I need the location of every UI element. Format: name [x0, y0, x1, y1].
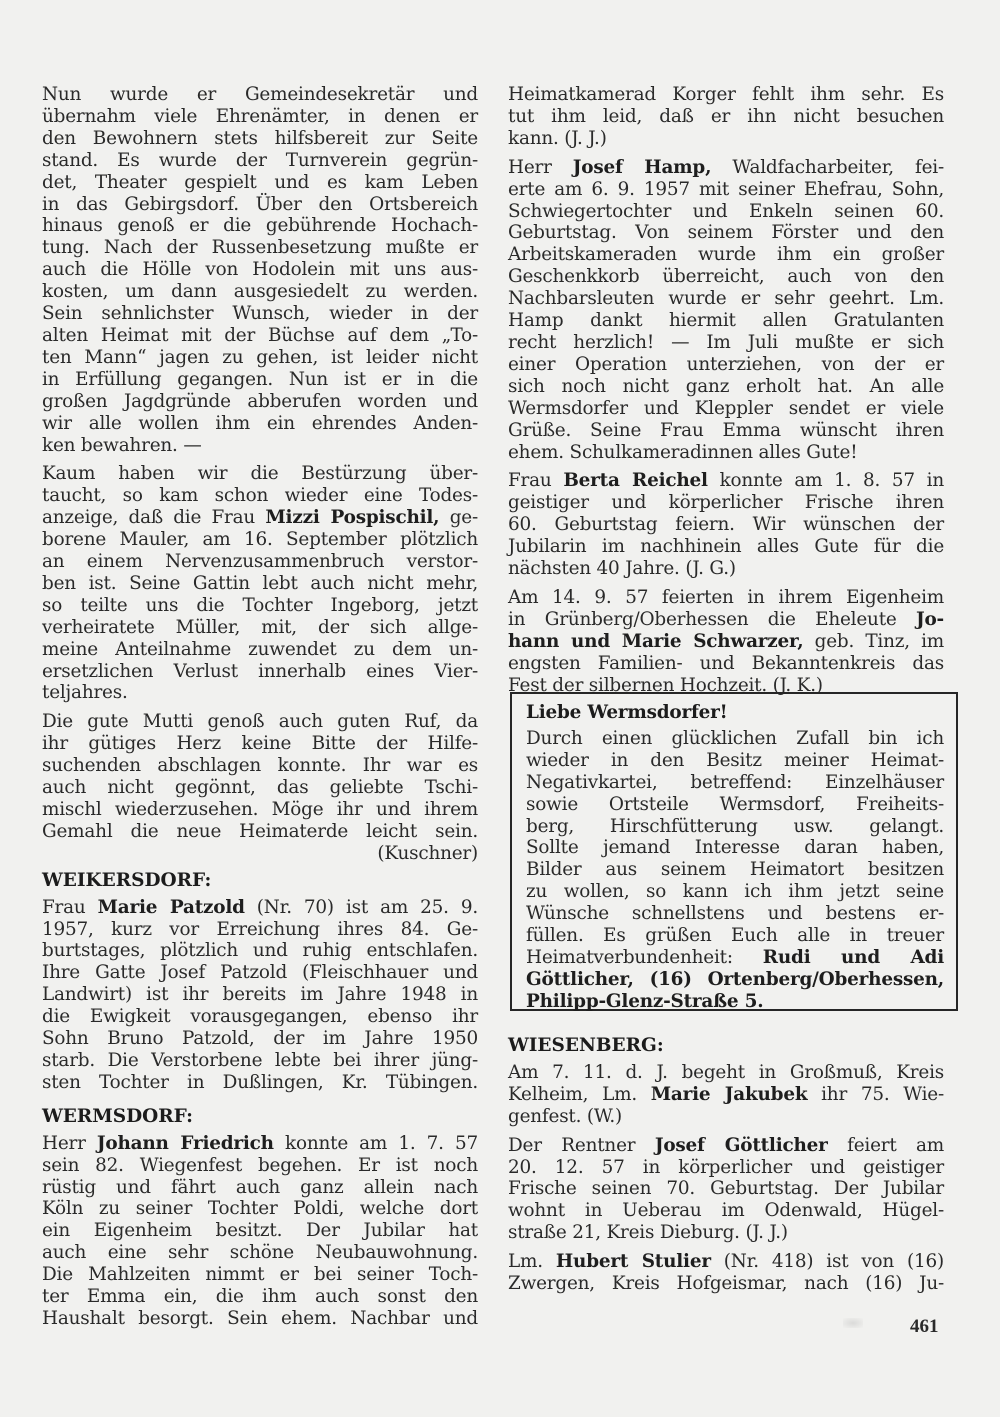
text-line: Arbeitskameraden wurde ihm ein großer	[508, 244, 944, 266]
text-line: Herr Johann Friedrich konnte am 1. 7. 57	[42, 1132, 478, 1154]
right-column	[508, 84, 944, 703]
text-line: Sohn Bruno Patzold, der im Jahre 1950	[42, 1028, 478, 1050]
paragraph-berta-reichel	[508, 470, 944, 580]
text-line: an einem Nervenzusammenbruch verstor-	[42, 551, 478, 573]
text-line: suchenden abschlagen konnte. Ihr war es	[42, 755, 478, 777]
text-line: Durch einen glücklichen Zufall bin ich	[526, 727, 944, 749]
text-line: ehem. Schulkameradinnen alles Gute!	[508, 441, 858, 463]
text-line: Wünsche schnellstens und bestens er-	[526, 903, 944, 925]
text-line: ihr gütiges Herz keine Bitte der Hilfe-	[42, 733, 478, 755]
text-line: Am 14. 9. 57 feierten in ihrem Eigenheim	[508, 586, 944, 608]
text-line: Negativkartei, betreffend: Einzelhäuser	[526, 771, 944, 793]
text-line: alten Heimat mit der Büchse auf dem „To-	[42, 324, 478, 346]
text-line: det, Theater gespielt und es kam Leben	[42, 171, 478, 193]
text-line: tut ihm leid, daß er ihn nicht besuchen	[508, 105, 944, 127]
text-line: sein 82. Wiegenfest begehen. Er ist noch	[42, 1154, 478, 1176]
bold-name: Hubert Stulier	[555, 1251, 711, 1273]
text-line: verheiratete Müller, mit, der sich allge-	[42, 616, 478, 638]
text-line: meine Anteilnahme zuwendet zu dem un-	[42, 638, 478, 660]
text-line: Geschenkkorb überreicht, auch von den	[508, 266, 944, 288]
bold-name: Berta Reichel	[563, 470, 708, 492]
text-line: den Bewohnern stets hilfsbereit zur Seite	[42, 127, 478, 149]
bold-name: Philipp-Glenz-Straße 5.	[526, 990, 764, 1012]
text-line: nächsten 40 Jahre. (J. G.)	[508, 558, 736, 580]
text-line: wohnt in Ueberau im Odenwald, Hügel-	[508, 1200, 944, 1222]
text-line: 20. 12. 57 in körperlicher und geistiger	[508, 1156, 944, 1178]
text-line	[526, 991, 944, 1013]
text-line: Grüße. Seine Frau Emma wünscht ihren	[508, 419, 944, 441]
text-line: geistiger und körperlicher Frische ihren	[508, 492, 944, 514]
paragraph-korger	[508, 84, 944, 150]
text-line: auch nicht gegönnt, das geliebte Tschi-	[42, 777, 478, 799]
text-line: 60. Geburtstag feiern. Wir wünschen der	[508, 514, 944, 536]
text-line: taucht, so kam schon wieder eine Todes-	[42, 485, 478, 507]
text-line: Die Mahlzeiten nimmt er bei seiner Toch-	[42, 1264, 478, 1286]
text-line: stand. Es wurde der Turnverein gegrün-	[42, 149, 478, 171]
text-line: kosten, um dann ausgesiedelt zu werden.	[42, 281, 478, 303]
text-line: Sollte jemand Interesse daran haben,	[526, 837, 944, 859]
text-line: Am 7. 11. d. J. begeht in Großmuß, Kreis	[508, 1061, 944, 1083]
page-number: 461	[910, 1316, 939, 1337]
text-line: recht herzlich! — Im Juli mußte er sich	[508, 331, 944, 353]
text-line: starb. Die Verstorbene lebte bei ihrer jüng-	[42, 1049, 478, 1071]
text-line	[526, 969, 944, 991]
text-line: wir alle wollen ihm ein ehrendes Anden-	[42, 412, 478, 434]
bold-name: Marie Patzold	[97, 896, 245, 918]
text-line: mischl wiederzusehen. Möge ihr und ihrem	[42, 799, 478, 820]
text-line: die Ewigkeit vorausgegangen, ebenso ihr	[42, 1006, 478, 1028]
notice-box-liebe-wermsdorfer	[510, 692, 958, 1011]
text-line: in Erfüllung gegangen. Nun ist er in die	[42, 368, 478, 390]
text-line: kann. (J. J.)	[508, 127, 607, 149]
text-line: Heimatkamerad Korger fehlt ihm sehr. Es	[508, 84, 944, 105]
text-line: rüstig und fährt auch ganz allein nach	[42, 1176, 478, 1198]
text-line: Zwergen, Kreis Hofgeismar, nach (16) Ju-	[508, 1273, 944, 1295]
text-line: Schwiegertochter und Enkeln seinen 60.	[508, 200, 944, 222]
bold-name: Mizzi Pospischil,	[265, 507, 440, 529]
paragraph-gute-mutti	[42, 711, 478, 842]
text-line: straße 21, Kreis Dieburg. (J. J.)	[508, 1222, 788, 1244]
left-column	[42, 84, 478, 1337]
text-line: ben ist. Seine Gattin lebt auch nicht mehr,	[42, 572, 478, 594]
text-line: Landwirt) ist ihr bereits im Jahre 1948 in	[42, 984, 478, 1006]
bold-name: Josef Göttlicher	[654, 1134, 828, 1156]
bold-name: Marie Jakubek	[650, 1083, 808, 1105]
text-line: zu wollen, so kann ich ihm jetzt seine	[526, 881, 944, 903]
paragraph-marie-jakubek	[508, 1062, 944, 1128]
bold-name: hann und Marie Schwarzer,	[508, 630, 804, 652]
text-line: hann und Marie Schwarzer, geb. Tinz, im	[508, 630, 944, 652]
text-line: Hamp dankt hiermit allen Gratulanten	[508, 310, 944, 332]
text-line: auch eine sehr schöne Neubauwohnung.	[42, 1242, 478, 1264]
text-line: Frische seinen 70. Geburtstag. Der Jubilar	[508, 1178, 944, 1200]
text-line: erte am 6. 9. 1957 mit seiner Ehefrau, Sohn,	[508, 178, 944, 200]
text-line: sowie Ortsteile Wermsdorf, Freiheits-	[526, 793, 944, 815]
text-line: Nachbarsleuten wurde er sehr geehrt. Lm.	[508, 288, 944, 310]
text-line: borene Mauler, am 16. September plötzlich	[42, 529, 478, 551]
bold-name: Rudi und Adi	[762, 946, 945, 968]
text-line: ken bewahren. —	[42, 434, 202, 456]
section-heading-weikersdorf: WEIKERSDORF:	[42, 869, 212, 891]
text-line: Die gute Mutti genoß auch guten Ruf, da	[42, 711, 478, 733]
text-line: Kaum haben wir die Bestürzung über-	[42, 463, 478, 485]
bold-name: Jo-	[915, 608, 944, 630]
text-line: ter Emma ein, die ihm auch sonst den	[42, 1286, 478, 1308]
section-heading-wiesenberg: WIESENBERG:	[508, 1035, 664, 1056]
text-line: ten Mann“ jagen zu gehen, ist leider nicht	[42, 346, 478, 368]
signature-kuschner: (Kuschner)	[377, 842, 478, 864]
right-column-lower	[508, 1030, 944, 1302]
text-line: tung. Nach der Russenbesetzung mußte er	[42, 237, 478, 259]
text-line: füllen. Es grüßen Euch alle in treuer	[526, 925, 944, 947]
text-line: ersetzlichen Verlust innerhalb eines Vier-	[42, 660, 478, 682]
text-line: einer Operation unterziehen, von der er	[508, 353, 944, 375]
paragraph-josef-goettlicher	[508, 1135, 944, 1245]
text-line: großen Jagdgründe abberufen worden und	[42, 390, 478, 412]
text-line: Lm. Hubert Stulier (Nr. 418) ist von (16)	[508, 1251, 944, 1273]
text-line: Köln zu seiner Tochter Poldi, welche dort	[42, 1198, 478, 1220]
text-line: Frau Marie Patzold (Nr. 70) ist am 25. 9.	[42, 896, 478, 918]
paragraph-gemeindesekretaer	[42, 84, 478, 456]
paragraph-johann-friedrich	[42, 1133, 478, 1330]
text-line: Geburtstag. Von seinem Förster und den	[508, 222, 944, 244]
paragraph-marie-patzold	[42, 897, 478, 1094]
text-line: Haushalt besorgt. Sein ehem. Nachbar und	[42, 1307, 478, 1329]
text-line: Sein sehnlichster Wunsch, wieder in der	[42, 303, 478, 325]
text-line: Herr Josef Hamp, Waldfacharbeiter, fei-	[508, 156, 944, 178]
text-line: teljahres.	[42, 682, 128, 704]
text-line: Wermsdorfer und Kleppler sendet er viele	[508, 397, 944, 419]
bold-name: Göttlicher, (16) Ortenberg/Oberhessen,	[526, 968, 944, 990]
text-line: so teilte uns die Tochter Ingeborg, jetzt	[42, 594, 478, 616]
paragraph-josef-hamp	[508, 157, 944, 464]
text-line: Kelheim, Lm. Marie Jakubek ihr 75. Wie-	[508, 1083, 944, 1105]
text-line: übernahm viele Ehrenämter, in denen er	[42, 105, 478, 127]
text-line: 1957, kurz vor Erreichung ihres 84. Ge-	[42, 918, 478, 940]
text-line: burtstages, plötzlich und ruhig entschlafen.	[42, 940, 478, 962]
text-line: in das Gebirgsdorf. Über den Ortsbereich	[42, 193, 478, 215]
text-line: anzeige, daß die Frau Mizzi Pospischil, ge-	[42, 507, 478, 529]
text-line: Bilder aus seinem Heimatort besitzen	[526, 859, 944, 881]
text-line: berg, Hirschfütterung usw. gelangt.	[526, 815, 944, 837]
text-line: Der Rentner Josef Göttlicher feiert am	[508, 1134, 945, 1156]
text-line: Jubilarin im nachhinein alles Gute für die	[508, 536, 944, 558]
text-line: Ihre Gatte Josef Patzold (Fleischhauer und	[42, 962, 478, 984]
text-line: auch die Hölle von Hodolein mit uns aus-	[42, 259, 478, 281]
bold-name: Josef Hamp,	[572, 156, 712, 178]
paragraph-schwarzer	[508, 587, 944, 697]
text-line: Fest der silbernen Hochzeit. (J. K.)	[508, 674, 823, 696]
text-line: ein Eigenheim besitzt. Der Jubilar hat	[42, 1220, 478, 1242]
text-line: sten Tochter in Dußlingen, Kr. Tübingen.	[42, 1071, 478, 1093]
text-line: genfest. (W.)	[508, 1105, 622, 1127]
text-line: Nun wurde er Gemeindesekretär und	[42, 84, 478, 105]
text-line: sich noch nicht ganz erholt hat. An alle	[508, 375, 944, 397]
bold-name: Johann Friedrich	[96, 1132, 274, 1154]
paper-smudge	[843, 1318, 863, 1328]
paragraph-mizzi-pospischil	[42, 463, 478, 704]
text-line: wieder in den Besitz meiner Heimat-	[526, 749, 944, 771]
notice-box-title: Liebe Wermsdorfer!	[526, 702, 728, 723]
notice-box-body	[526, 728, 944, 1013]
text-line: Frau Berta Reichel konnte am 1. 8. 57 in	[508, 470, 944, 492]
text-line: engsten Familien- und Bekanntenkreis das	[508, 652, 944, 674]
text-line: hinaus genoß er die gebührende Hochach-	[42, 215, 478, 237]
text-line: Gemahl die neue Heimaterde leicht sein.	[42, 820, 478, 842]
text-line: in Grünberg/Oberhessen die Eheleute Jo-	[508, 608, 944, 630]
section-heading-wermsdorf: WERMSDORF:	[42, 1105, 193, 1127]
text-line: Heimatverbundenheit: Rudi und Adi	[526, 946, 945, 968]
paragraph-hubert-stulier	[508, 1251, 944, 1295]
